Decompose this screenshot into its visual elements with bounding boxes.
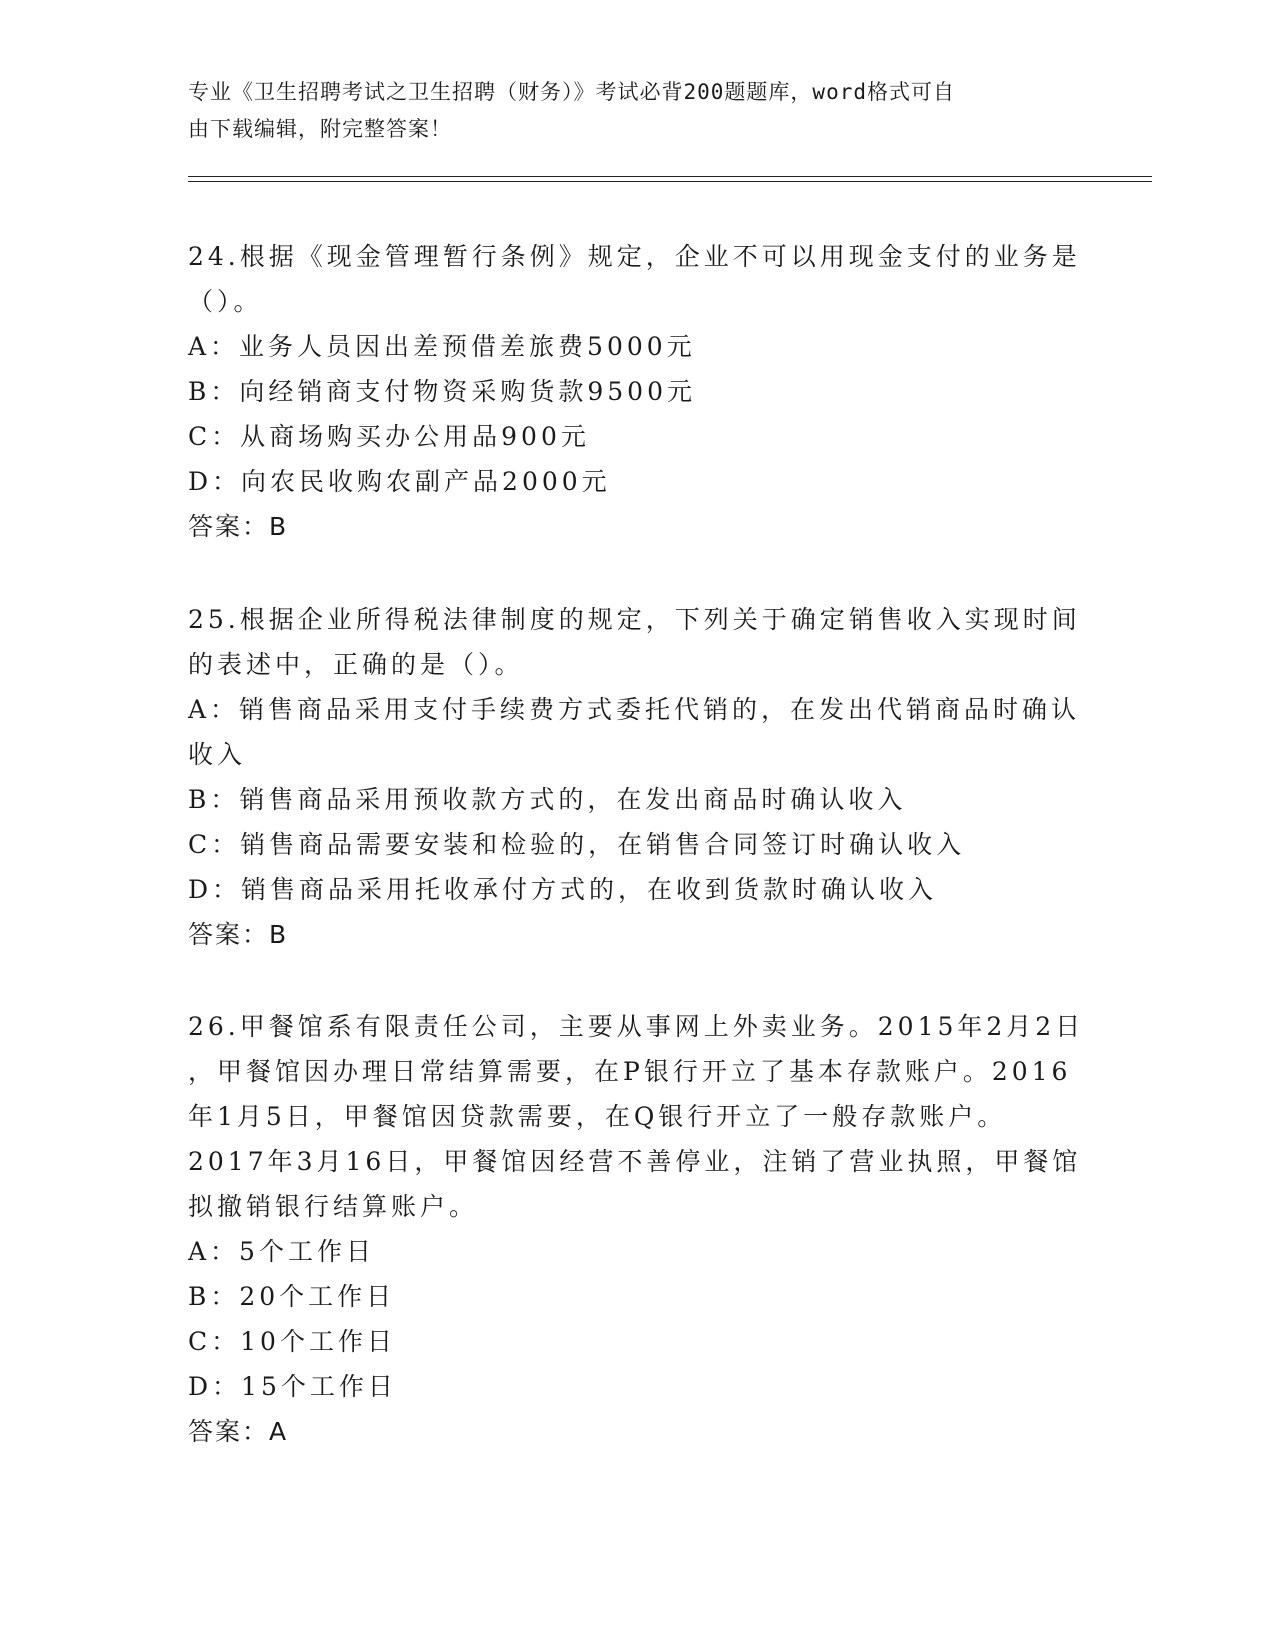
question-text-line: 拟撤销银行结算账户。	[188, 1192, 479, 1221]
answer-line: 答案：B	[188, 920, 289, 949]
option-c: C：从商场购买办公用品900元	[188, 422, 590, 451]
option-d: D：15个工作日	[188, 1372, 397, 1401]
option-a: A：5个工作日	[188, 1237, 375, 1266]
question-text-line: ，甲餐馆因办理日常结算需要，在P银行开立了基本存款账户。2016	[188, 1057, 1072, 1086]
question-text-line: （）。	[188, 287, 263, 316]
question-text-line: 26.甲餐馆系有限责任公司，主要从事网上外卖业务。2015年2月2日	[188, 1012, 1085, 1041]
question-text-line: 25.根据企业所得税法律制度的规定，下列关于确定销售收入实现时间	[188, 605, 1081, 634]
option-b: B：销售商品采用预收款方式的，在发出商品时确认收入	[188, 785, 907, 814]
option-c: C：10个工作日	[188, 1327, 396, 1356]
header-line-2: 由下载编辑，附完整答案！	[188, 117, 452, 141]
header-divider-bottom	[188, 181, 1152, 182]
question-24	[188, 234, 1088, 549]
option-c: C：销售商品需要安装和检验的，在销售合同签订时确认收入	[188, 830, 966, 859]
header-divider-top	[188, 176, 1152, 177]
option-a-continued: 收入	[188, 740, 247, 769]
question-text-line: 的表述中，正确的是（）。	[188, 650, 524, 679]
answer-line: 答案：A	[188, 1417, 289, 1446]
option-b: B：20个工作日	[188, 1282, 396, 1311]
option-b: B：向经销商支付物资采购货款9500元	[188, 377, 696, 406]
question-text-line: 年1月5日，甲餐馆因贷款需要，在Q银行开立了一般存款账户。	[188, 1102, 1007, 1131]
option-d: D：销售商品采用托收承付方式的，在收到货款时确认收入	[188, 875, 938, 904]
question-text-line: 24.根据《现金管理暂行条例》规定，企业不可以用现金支付的业务是	[188, 242, 1081, 271]
answer-line: 答案：B	[188, 512, 289, 541]
option-a: A：销售商品采用支付手续费方式委托代销的，在发出代销商品时确认	[188, 695, 1081, 724]
document-header	[188, 74, 1068, 148]
question-26	[188, 1004, 1088, 1454]
option-d: D：向农民收购农副产品2000元	[188, 467, 611, 496]
header-line-1: 专业《卫生招聘考试之卫生招聘（财务）》考试必背200题题库，word格式可自	[188, 80, 955, 104]
question-text-line: 2017年3月16日，甲餐馆因经营不善停业，注销了营业执照，甲餐馆	[188, 1147, 1082, 1176]
question-25	[188, 597, 1088, 957]
option-a: A：业务人员因出差预借差旅费5000元	[188, 332, 696, 361]
